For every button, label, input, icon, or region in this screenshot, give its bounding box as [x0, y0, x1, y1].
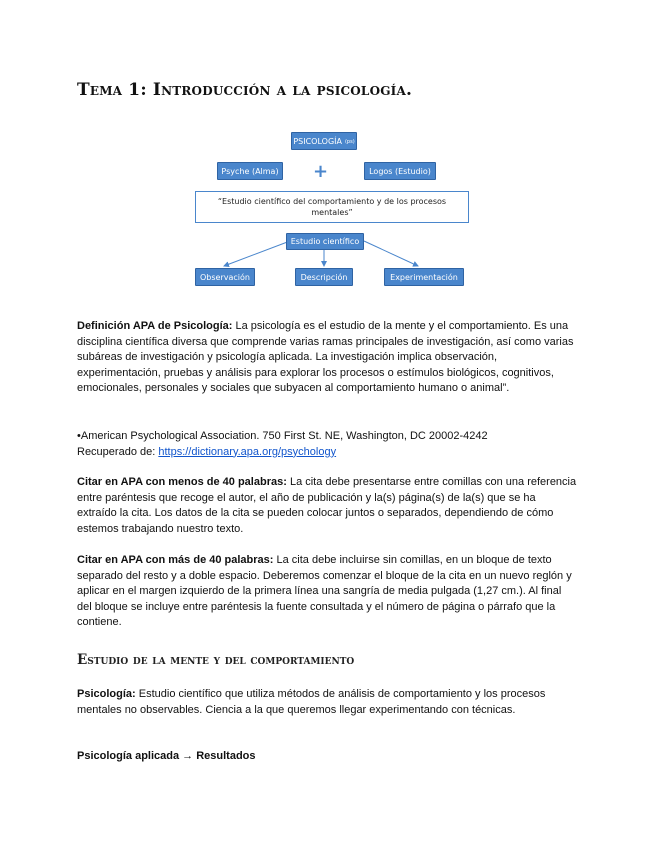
psicologia-sub: (ps): [344, 139, 355, 145]
paragraph-lead: Citar en APA con menos de 40 palabras:: [77, 476, 287, 488]
arrow-to-observacion: [224, 241, 290, 266]
observacion-box: Observación: [195, 268, 255, 286]
reference-line: •American Psychological Association. 750 First St. NE, Washington, DC 20002-4242: [77, 430, 488, 442]
logos-box: Logos (Estudio): [364, 162, 436, 180]
apa-long-quote-paragraph: [77, 553, 577, 631]
paragraph-text: Estudio científico que utiliza métodos de análisis de comportamiento y los procesos mentales no observables. Ciencia a la que queremos llegar experimentando con técnicas.: [77, 688, 546, 716]
paragraph-lead: Psicología:: [77, 688, 136, 700]
reference-prefix: Recuperado de:: [77, 445, 159, 458]
estudio-cientifico-box: Estudio científico: [286, 233, 364, 250]
paragraph-text: La cita debe presentarse entre comillas con una referencia entre paréntesis que recoge el autor, el año de publicación y la(s) página(s) de la(s) que se ha extraído la cita. Los datos de la cita se pueden colocar juntos o separados, dependiendo de cómo estemos trabajando nuestro texto.: [77, 476, 577, 535]
arrow-to-experimentacion: [364, 241, 418, 266]
paragraph-lead: Definición APA de Psicología:: [77, 320, 233, 332]
diagram-connectors: [0, 0, 655, 300]
paragraph-text: La cita debe incluirse sin comillas, en un bloque de texto separado del resto y a doble espacio. Deberemos comenzar el bloque de la cita en un nuevo reglón y aplicar en el margen izquierdo de la primera línea una sangría de media pulgada (1,27 cm.). Al final del bloque se incluye entre paréntesis la fuente consultada y el número de página o párrafo que la contiene.: [77, 554, 572, 629]
psyche-box: Psyche (Alma): [217, 162, 283, 180]
definition-box: “Estudio científico del comportamiento y de los procesos mentales”: [195, 191, 469, 223]
paragraph-lead: Citar en APA con más de 40 palabras:: [77, 554, 274, 566]
psicologia-paragraph: [77, 687, 577, 718]
plus-icon: +: [313, 161, 329, 182]
psicologia-box: [291, 132, 357, 150]
apa-definition-paragraph: [77, 319, 577, 397]
reference-link[interactable]: https://dictionary.apa.org/psychology: [158, 445, 337, 458]
reference-paragraph: [77, 429, 577, 460]
apa-short-quote-paragraph: [77, 475, 577, 537]
page-title: Tema 1: Introducción a la psicología.: [77, 80, 413, 100]
psychology-diagram: [0, 0, 655, 300]
paragraph-text: La psicología es el estudio de la mente y el comportamiento. Es una disciplina científica diversa que comprende varias ramas principales de investigación, así como varias subáreas de investigación y psicología aplicada. La investigación implica observación, experimentación, pruebas y análisis para explorar los procesos o estímulos biológicos, cognitivos, emocionales, personales y sociales que subyacen al comportamiento humano o animal”.: [77, 320, 574, 395]
descripcion-box: Descripción: [295, 268, 353, 286]
psicologia-label: PSICOLOGÍA: [293, 136, 342, 146]
experimentacion-box: Experimentación: [384, 268, 464, 286]
section-heading: Estudio de la mente y del comportamiento: [77, 652, 355, 668]
paragraph-lead: Psicología aplicada → Resultados: [77, 750, 256, 762]
psicologia-aplicada-paragraph: [77, 749, 577, 765]
